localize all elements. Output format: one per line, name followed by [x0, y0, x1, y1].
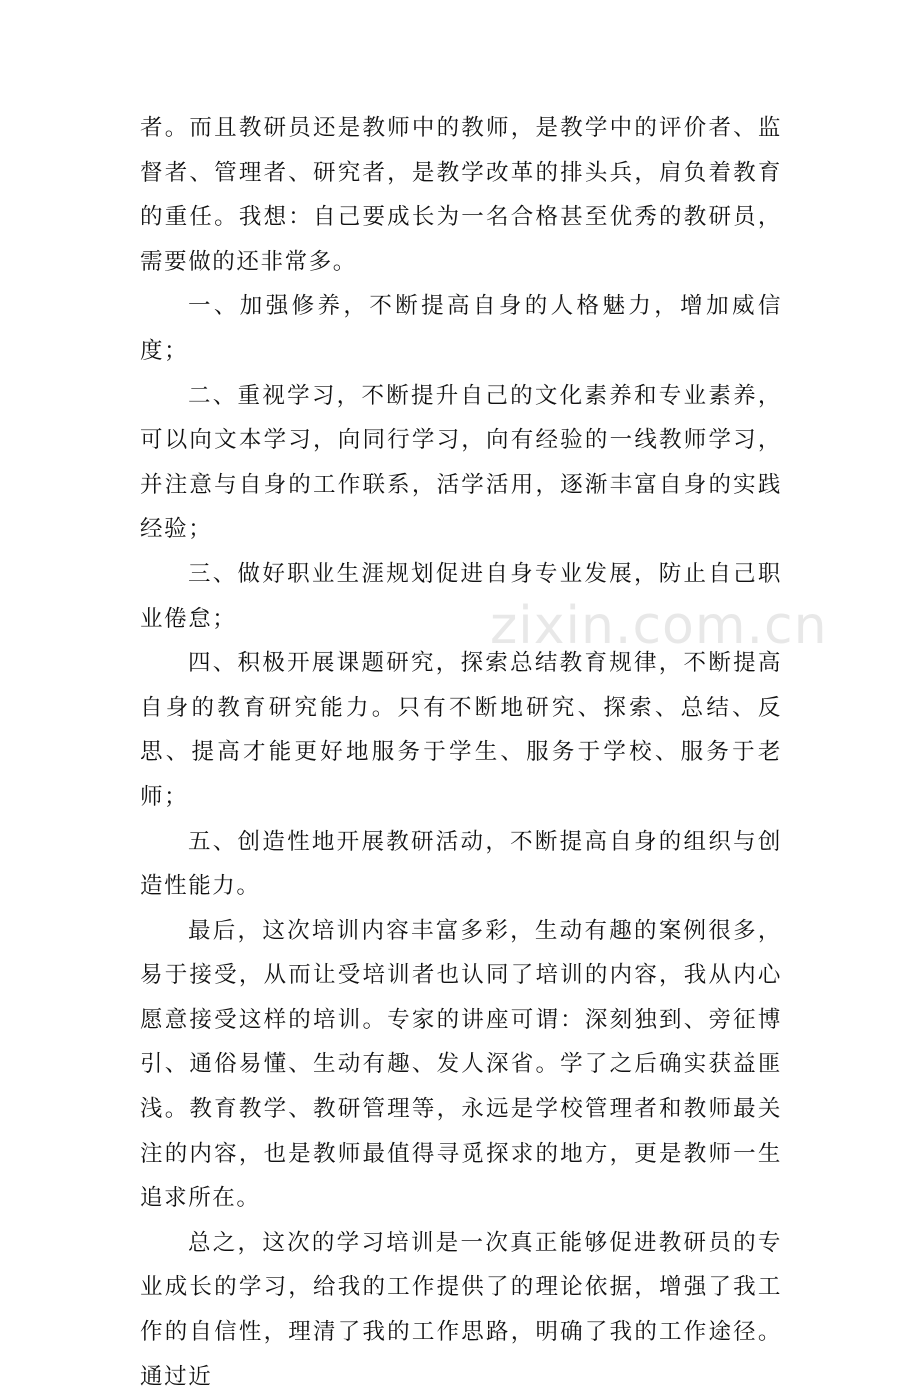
paragraph-item-5: 五、创造性地开展教研活动，不断提高自身的组织与创造性能力。 — [140, 828, 782, 900]
watermark: zixin.com.cn — [490, 596, 828, 656]
paragraph-item-4: 四、积极开展课题研究，探索总结教育规律，不断提高自身的教育研究能力。只有不断地研究、探索、总结、反思、提高才能更好地服务于学生、服务于学校、服务于老师； — [140, 650, 782, 810]
paragraph-conclusion: 最后，这次培训内容丰富多彩，生动有趣的案例很多，易于接受，从而让受培训者也认同了培训的内容，我从内心愿意接受这样的培训。专家的讲座可谓：深刻独到、旁征博引、通俗易懂、生动有趣、发人深省。学了之后确实获益匪浅。教育教学、教研管理等，永远是学校管理者和教师最关注的内容，也是教师最值得寻觅探求的地方，更是教师一生追求所在。 — [140, 917, 782, 1212]
paragraph-item-1: 一、加强修养，不断提高自身的人格魅力，增加威信度； — [140, 293, 782, 364]
document-body — [140, 106, 782, 1399]
paragraph-continuation: 者。而且教研员还是教师中的教师，是教学中的评价者、监督者、管理者、研究者，是教学改革的排头兵，肩负着教育的重任。我想：自己要成长为一名合格甚至优秀的教研员，需要做的还非常多。 — [140, 115, 782, 275]
paragraph-item-2: 二、重视学习，不断提升自己的文化素养和专业素养，可以向文本学习，向同行学习，向有经验的一线教师学习，并注意与自身的工作联系，活学活用，逐渐丰富自身的实践经验； — [140, 382, 782, 543]
paragraph-summary: 总之，这次的学习培训是一次真正能够促进教研员的专业成长的学习，给我的工作提供了的理论依据，增强了我工作的自信性，理清了我的工作思路，明确了我的工作途径。通过近 — [140, 1229, 782, 1390]
paragraph-item-3: 三、做好职业生涯规划促进自身专业发展，防止自己职业倦怠； — [140, 560, 782, 632]
